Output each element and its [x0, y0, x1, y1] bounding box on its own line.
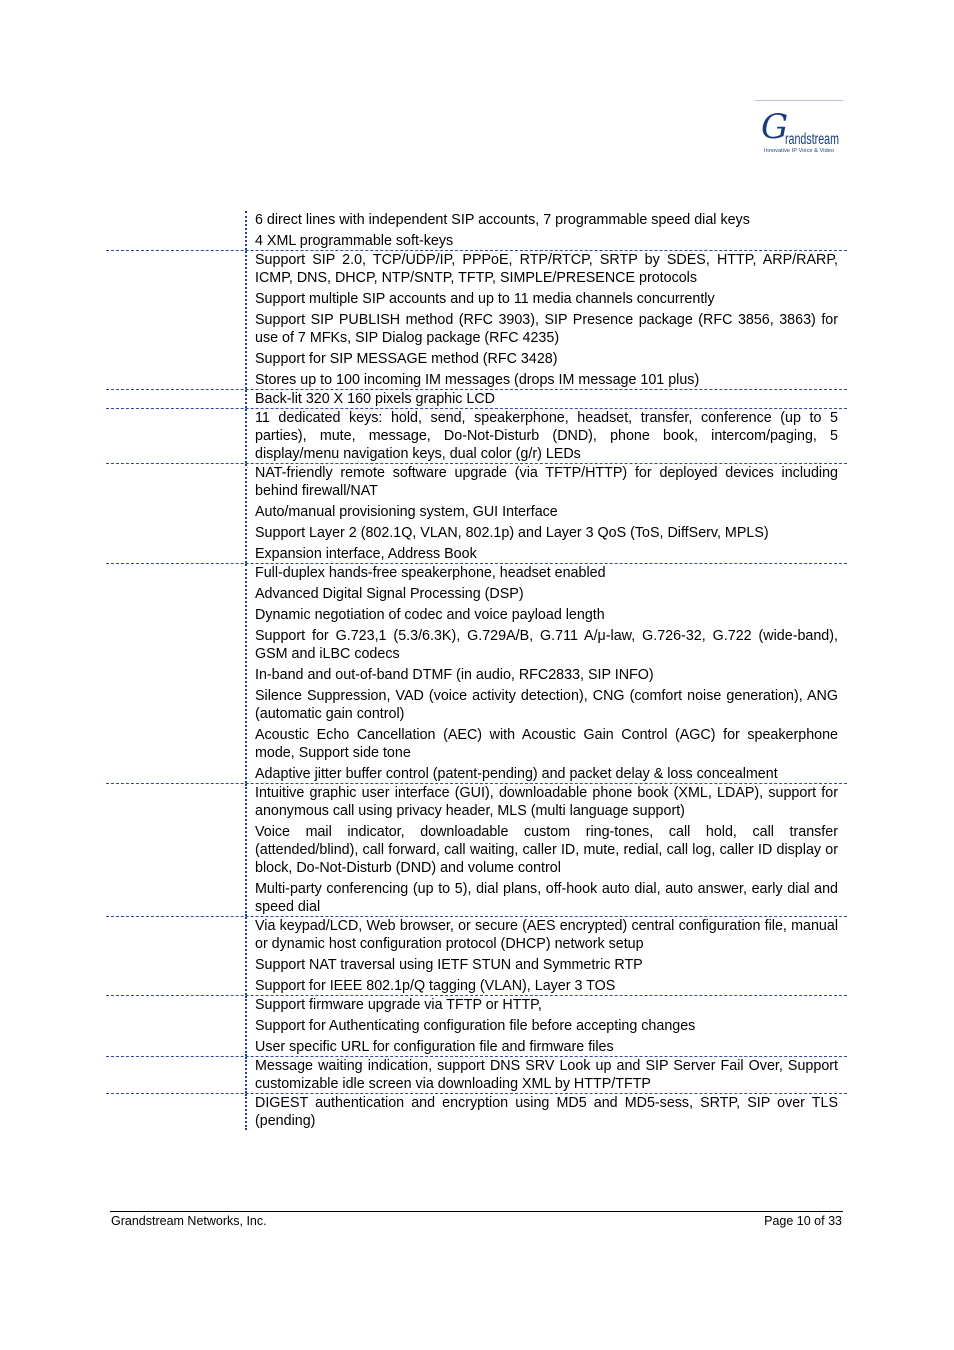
spec-row-body — [247, 917, 846, 995]
spec-item: Intuitive graphic user interface (GUI), downloadable phone book (XML, LDAP), support for anonymous call using privacy header, MLS (multi language support) — [255, 785, 838, 819]
spec-item: Stores up to 100 incoming IM messages (drops IM message 101 plus) — [255, 372, 700, 388]
spec-row-body — [247, 464, 846, 563]
spec-row-label — [106, 917, 247, 995]
spec-row-body — [247, 409, 846, 463]
spec-item: Support firmware upgrade via TFTP or HTTP, — [255, 997, 542, 1013]
spec-item: Support for SIP MESSAGE method (RFC 3428) — [255, 351, 558, 367]
spec-row-body — [247, 784, 846, 916]
spec-row-body — [247, 1057, 846, 1093]
spec-row — [106, 784, 847, 917]
spec-row — [106, 390, 847, 409]
spec-row — [106, 211, 847, 251]
footer-rule — [110, 1211, 843, 1212]
spec-item: Support NAT traversal using IETF STUN and Symmetric RTP — [255, 957, 643, 973]
spec-item: Auto/manual provisioning system, GUI Interface — [255, 504, 558, 520]
spec-item: Support multiple SIP accounts and up to 11 media channels concurrently — [255, 291, 715, 307]
spec-item: Expansion interface, Address Book — [255, 546, 477, 562]
spec-item: Support for G.723,1 (5.3/6.3K), G.729A/B, G.711 A/μ-law, G.726-32, G.722 (wide-band), GSM and iLBC codecs — [255, 628, 838, 662]
spec-item: Back-lit 320 X 160 pixels graphic LCD — [255, 391, 495, 407]
spec-row — [106, 564, 847, 784]
spec-item: 4 XML programmable soft-keys — [255, 233, 454, 249]
logo-wordmark: randstream — [785, 131, 839, 148]
spec-row-label — [106, 409, 247, 463]
spec-item: Dynamic negotiation of codec and voice payload length — [255, 607, 605, 623]
spec-item: Full-duplex hands-free speakerphone, headset enabled — [255, 565, 606, 581]
spec-row — [106, 1094, 847, 1130]
spec-row-label — [106, 1057, 247, 1093]
spec-row-label — [106, 564, 247, 783]
spec-item: DIGEST authentication and encryption using MD5 and MD5-sess, SRTP, SIP over TLS (pending) — [255, 1095, 838, 1129]
spec-item: User specific URL for configuration file and firmware files — [255, 1039, 614, 1055]
spec-item: Multi-party conferencing (up to 5), dial plans, off-hook auto dial, auto answer, early dial and speed dial — [255, 881, 838, 915]
spec-item: Via keypad/LCD, Web browser, or secure (AES encrypted) central configuration file, manual or dynamic host configuration protocol (DHCP) network setup — [255, 918, 838, 952]
spec-item: Voice mail indicator, downloadable custom ring-tones, call hold, call transfer (attended/blind), call forward, call waiting, caller ID, mute, redial, call log, caller ID display or block, Do-Not-Disturb (DND) and volume control — [255, 824, 838, 876]
spec-row — [106, 1057, 847, 1094]
spec-row-label — [106, 464, 247, 563]
spec-row-label — [106, 1094, 247, 1130]
spec-item: In-band and out-of-band DTMF (in audio, RFC2833, SIP INFO) — [255, 667, 654, 683]
spec-item: Message waiting indication, support DNS SRV Look up and SIP Server Fail Over, Support customizable idle screen via downloading XML by HTTP/TFTP — [255, 1058, 838, 1092]
spec-row — [106, 251, 847, 390]
spec-item: 6 direct lines with independent SIP accounts, 7 programmable speed dial keys — [255, 212, 750, 228]
logo-tagline: Innovative IP Voice & Video — [764, 148, 835, 154]
spec-row-body — [247, 251, 846, 389]
footer-page-number: Page 10 of 33 — [764, 1214, 842, 1228]
spec-item: Support SIP 2.0, TCP/UDP/IP, PPPoE, RTP/RTCP, SRTP by SDES, HTTP, ARP/RARP, ICMP, DNS, DHCP, NTP/SNTP, TFTP, SIMPLE/PRESENCE protocols — [255, 252, 838, 286]
spec-row-label — [106, 390, 247, 408]
spec-row — [106, 917, 847, 996]
spec-item: Support for Authenticating configuration file before accepting changes — [255, 1018, 696, 1034]
logo-initial: G — [761, 107, 789, 147]
spec-item: 11 dedicated keys: hold, send, speakerphone, headset, transfer, conference (up to 5 parties), mute, message, Do-Not-Disturb (DND), phone book, intercom/paging, 5 display/menu navigation keys, dual color (g/r) LEDs — [255, 410, 838, 462]
spec-row-label — [106, 211, 247, 250]
spec-row-label — [106, 996, 247, 1056]
spec-row-label — [106, 784, 247, 916]
company-logo — [755, 100, 843, 158]
spec-item: NAT-friendly remote software upgrade (via TFTP/HTTP) for deployed devices including behind firewall/NAT — [255, 465, 838, 499]
header-rule — [755, 100, 843, 101]
spec-row — [106, 409, 847, 464]
spec-row — [106, 996, 847, 1057]
spec-item: Support for IEEE 802.1p/Q tagging (VLAN), Layer 3 TOS — [255, 978, 616, 994]
footer-company: Grandstream Networks, Inc. — [111, 1214, 267, 1228]
spec-item: Advanced Digital Signal Processing (DSP) — [255, 586, 524, 602]
spec-item: Adaptive jitter buffer control (patent-pending) and packet delay & loss concealment — [255, 766, 778, 782]
spec-item: Support Layer 2 (802.1Q, VLAN, 802.1p) and Layer 3 QoS (ToS, DiffServ, MPLS) — [255, 525, 769, 541]
spec-row-body — [247, 1094, 846, 1130]
spec-item: Silence Suppression, VAD (voice activity detection), CNG (comfort noise generation), ANG (automatic gain control) — [255, 688, 838, 722]
spec-item: Acoustic Echo Cancellation (AEC) with Acoustic Gain Control (AGC) for speakerphone mode, Support side tone — [255, 727, 838, 761]
grandstream-logo-mark — [761, 104, 841, 150]
spec-row-label — [106, 251, 247, 389]
specification-table — [106, 211, 847, 1130]
spec-row-body — [247, 564, 846, 783]
spec-item: Support SIP PUBLISH method (RFC 3903), SIP Presence package (RFC 3856, 3863) for use of 7 MFKs, SIP Dialog package (RFC 4235) — [255, 312, 838, 346]
spec-row — [106, 464, 847, 564]
spec-row-body — [247, 996, 846, 1056]
spec-row-body — [247, 390, 846, 408]
spec-row-body — [247, 211, 846, 250]
